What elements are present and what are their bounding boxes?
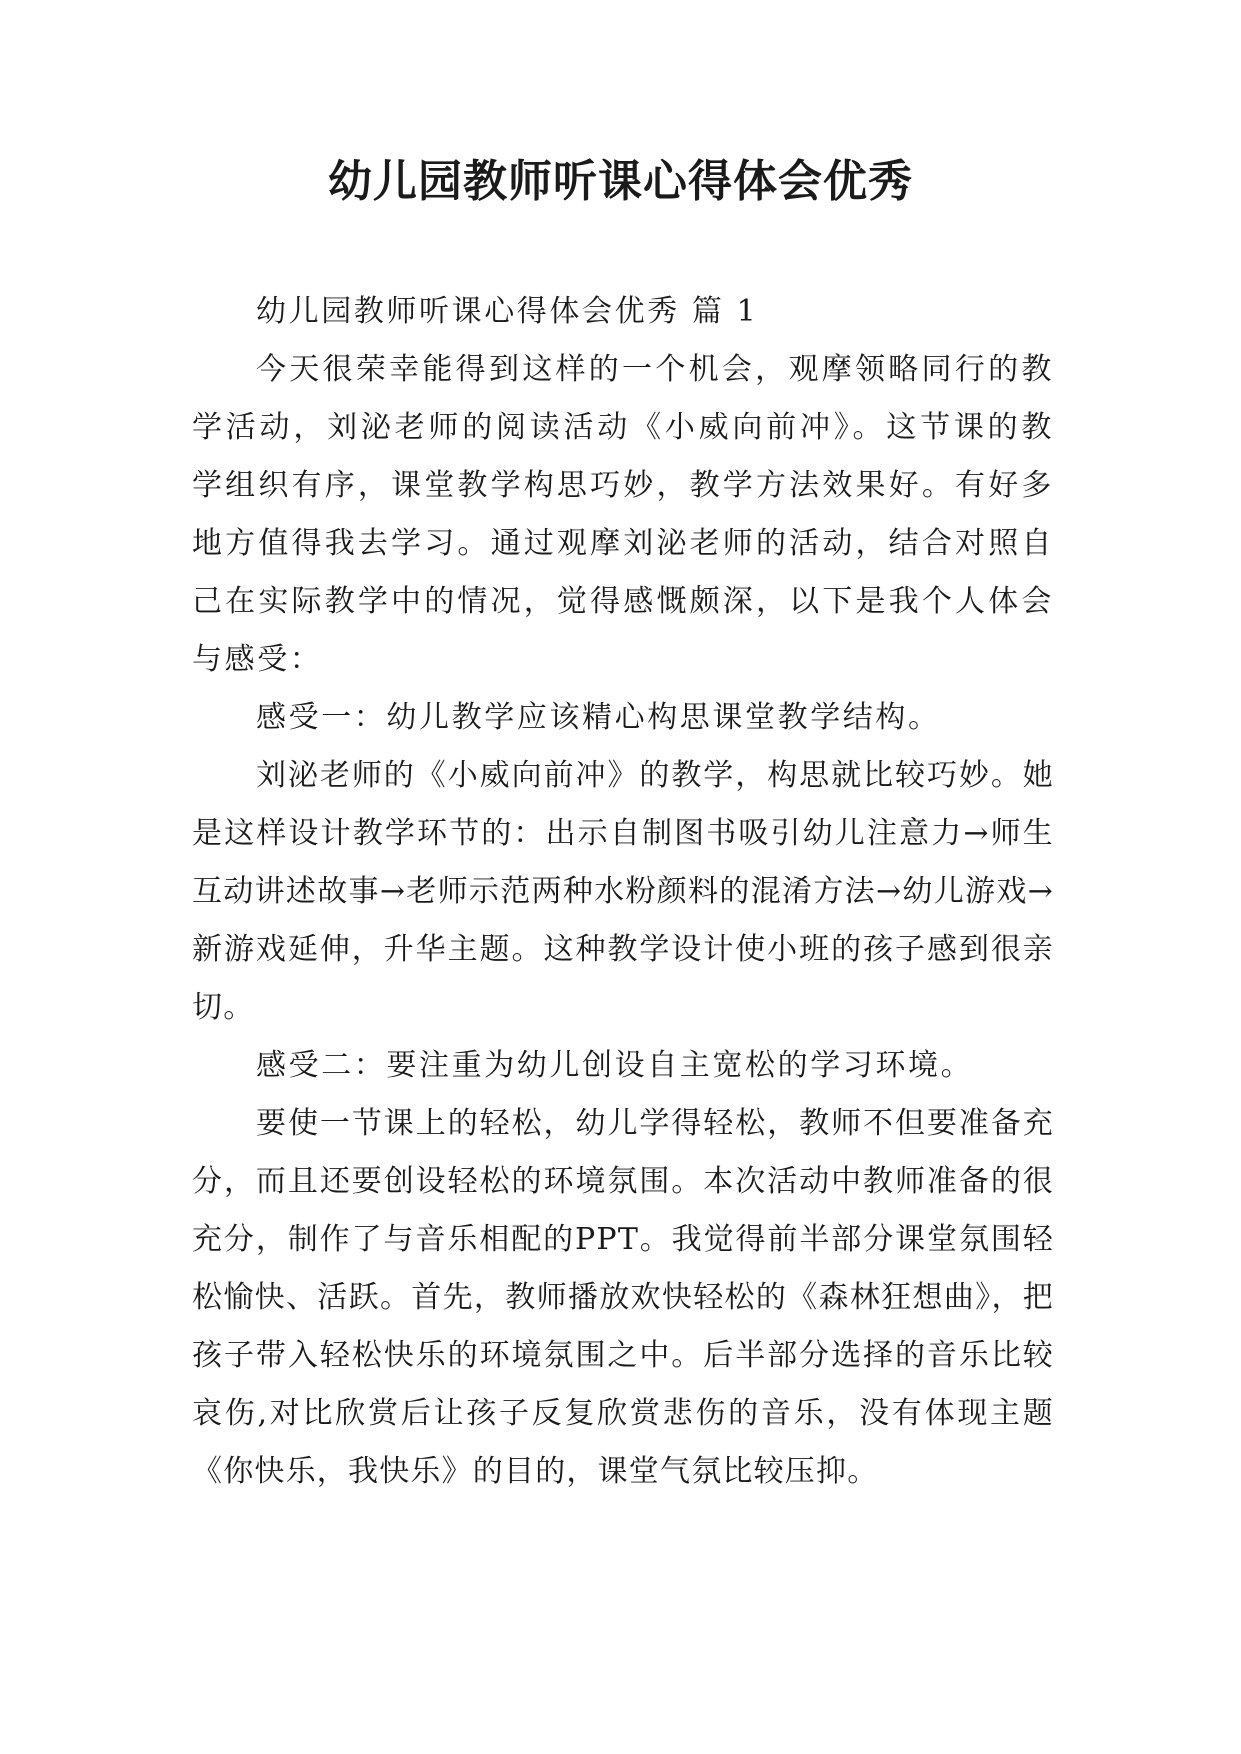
paragraph-feeling-two-body: 要使一节课上的轻松，幼儿学得轻松，教师不但要准备充分，而且还要创设轻松的环境氛围。本次活动中教师准备的很充分，制作了与音乐相配的PPT。我觉得前半部分课堂氛围轻松愉快、活跃。首先，教师播放欢快轻松的《森林狂想曲》，把孩子带入轻松快乐的环境氛围之中。后半部分选择的音乐比较哀伤,对比欣赏后让孩子反复欣赏悲伤的音乐，没有体现主题《你快乐，我快乐》的目的，课堂气氛比较压抑。 <box>192 1106 1054 1489</box>
paragraph-feeling-one-body: 刘泌老师的《小威向前冲》的教学，构思就比较巧妙。她是这样设计教学环节的：出示自制图书吸引幼儿注意力→师生互动讲述故事→老师示范两种水粉颜料的混淆方法→幼儿游戏→新游戏延伸，升华主题。这种教学设计使小班的孩子感到很亲切。 <box>192 758 1054 1025</box>
document-title: 幼儿园教师听课心得体会优秀 <box>328 156 913 207</box>
paragraph-intro: 今天很荣幸能得到这样的一个机会，观摩领略同行的教学活动，刘泌老师的阅读活动《小威向前冲》。这节课的教学组织有序，课堂教学构思巧妙，教学方法效果好。有好多地方值得我去学习。通过观摩刘泌老师的活动，结合对照自己在实际教学中的情况，觉得感慨颇深，以下是我个人体会与感受： <box>192 352 1054 677</box>
document-body <box>192 283 1054 1501</box>
section-heading: 幼儿园教师听课心得体会优秀 篇 1 <box>256 294 759 329</box>
paragraph-feeling-two-heading: 感受二：要注重为幼儿创设自主宽松的学习环境。 <box>256 1048 974 1083</box>
paragraph-feeling-one-heading: 感受一：幼儿教学应该精心构思课堂教学结构。 <box>256 700 941 735</box>
